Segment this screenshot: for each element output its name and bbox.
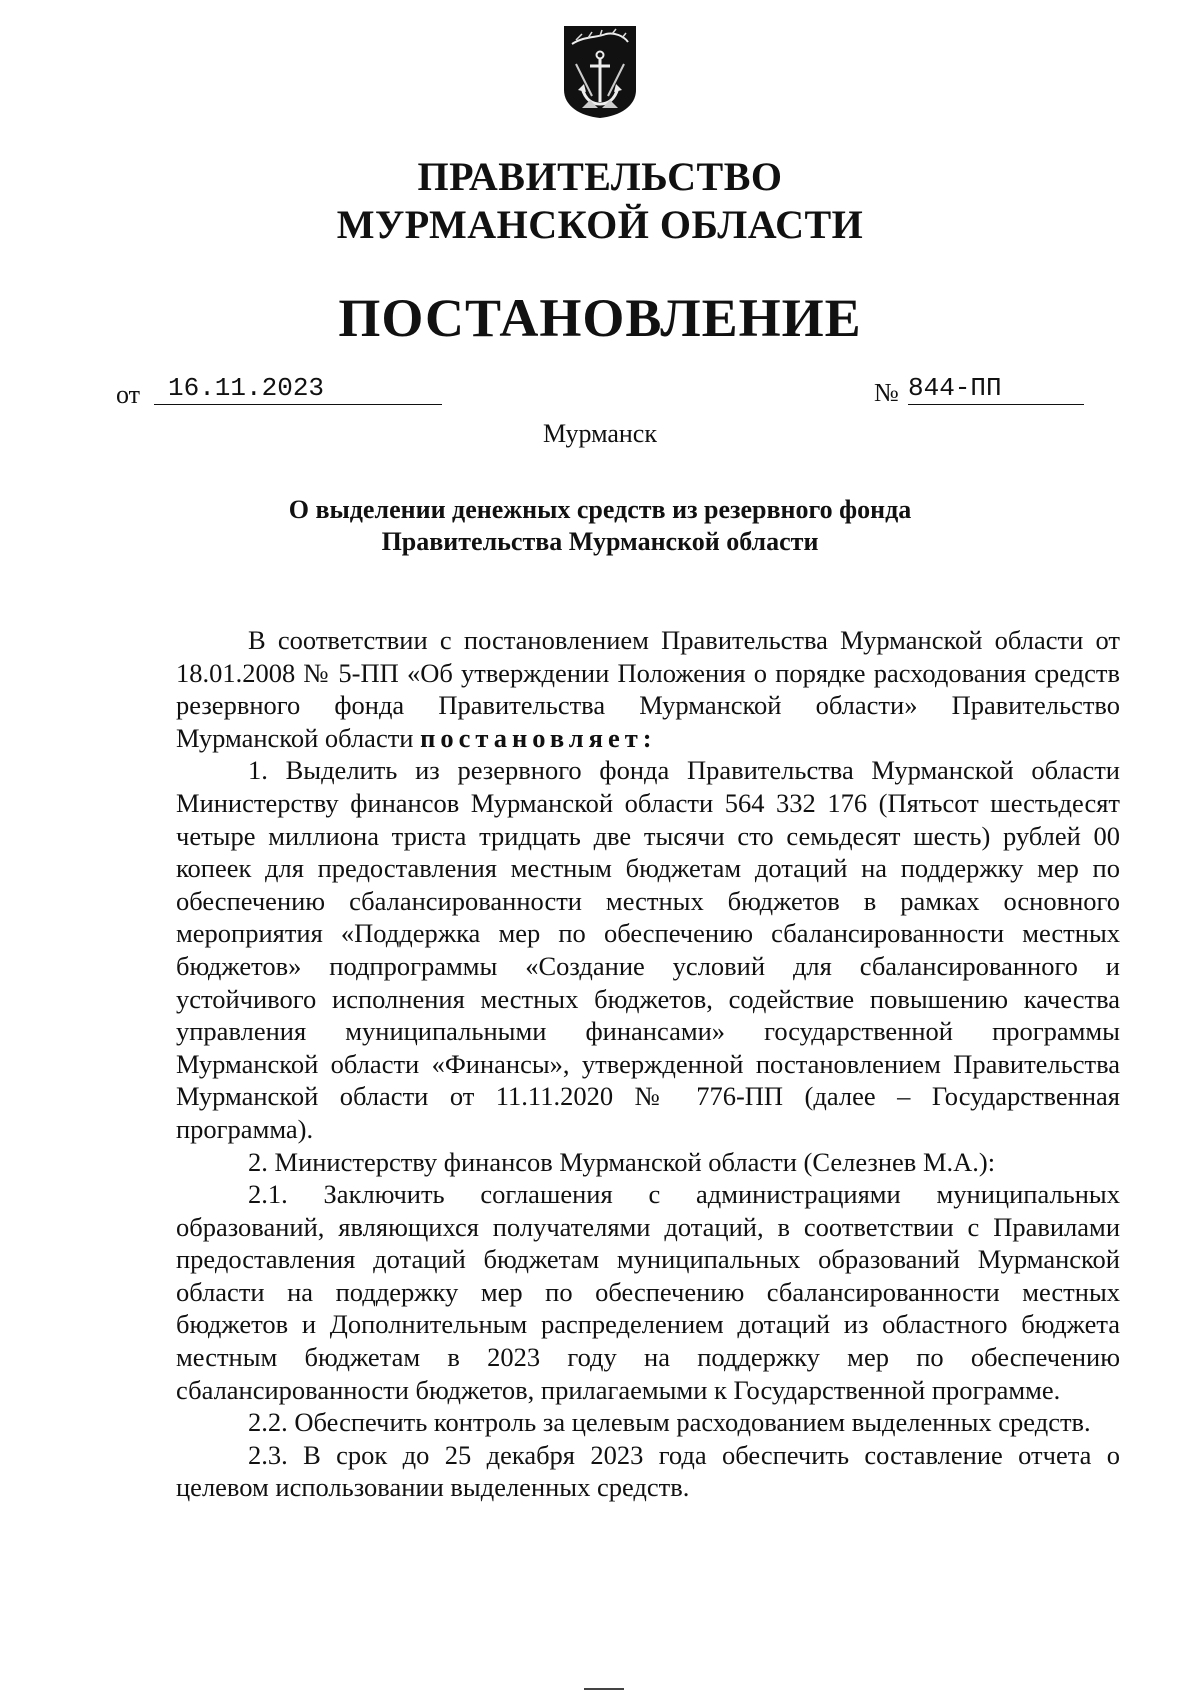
page-continuation-mark — [584, 1688, 624, 1690]
organization-name-line2: МУРМАНСКОЙ ОБЛАСТИ — [336, 202, 864, 247]
paragraph-2: 2. Министерству финансов Мурманской области (Селезнев М.А.): — [248, 1146, 996, 1177]
document-date: 16.11.2023 — [154, 372, 442, 405]
city: Мурманск — [543, 419, 657, 448]
paragraph-2-1: 2.1. Заключить соглашения с администрациями муниципальных образований, являющихся получателями дотаций, в соответствии с Правилами предоставления дотаций бюджетам муниципальных образований Мурманской области на поддержку мер по обеспечению сбалансированности местных бюджетов и Дополнительным распределением дотаций из областного бюджета местным бюджетам в 2023 году на поддержку мер по обеспечению сбалансированности бюджетов, прилагаемыми к Государственной программе. — [176, 1179, 1120, 1405]
date-prefix: от — [116, 380, 141, 409]
number-prefix: № — [874, 378, 899, 407]
document-type-heading: ПОСТАНОВЛЕНИЕ — [338, 288, 862, 348]
document-body — [176, 624, 1120, 1504]
coat-of-arms-icon — [562, 24, 638, 120]
paragraph-2-3: 2.3. В срок до 25 декабря 2023 года обеспечить составление отчета о целевом использовании выделенных средств. — [176, 1439, 1120, 1503]
document-title-line2: Правительства Мурманской области — [381, 527, 819, 556]
organization-name-line1: ПРАВИТЕЛЬСТВО — [417, 154, 783, 199]
paragraph-2-2: 2.2. Обеспечить контроль за целевым расходованием выделенных средств. — [248, 1407, 1091, 1438]
intro-paragraph — [176, 624, 1120, 754]
intro-text: В соответствии с постановлением Правительства Мурманской области от 18.01.2008 № 5-ПП «Об утверждении Положения о порядке расходования средств резервного фонда Правительства Мурманской области» Правительство Мурманской области — [176, 625, 1120, 753]
paragraph-1: 1. Выделить из резервного фонда Правительства Мурманской области Министерству финансов Мурманской области 564 332 176 (Пятьсот шестьдесят четыре миллиона триста тридцать две тысячи сто семьдесят шесть) рублей 00 копеек для предоставления местным бюджетам дотаций на поддержку мер по обеспечению сбалансированности местных бюджетов в рамках основного мероприятия «Поддержка мер по обеспечению сбалансированности местных бюджетов» подпрограммы «Создание условий для сбалансированного и устойчивого исполнения местных бюджетов, содействие повышению качества управления муниципальными финансами» государственной программы Мурманской области «Финансы», утвержденной постановлением Правительства Мурманской области от 11.11.2020 № 776-ПП (далее – Государственная программа). — [176, 755, 1120, 1144]
resolves-word: постановляет: — [420, 722, 657, 753]
date-number-row — [116, 372, 1084, 412]
document-title-line1: О выделении денежных средств из резервного фонда — [288, 495, 912, 524]
document-number: 844-ПП — [908, 372, 1084, 405]
document-title — [0, 494, 1200, 558]
